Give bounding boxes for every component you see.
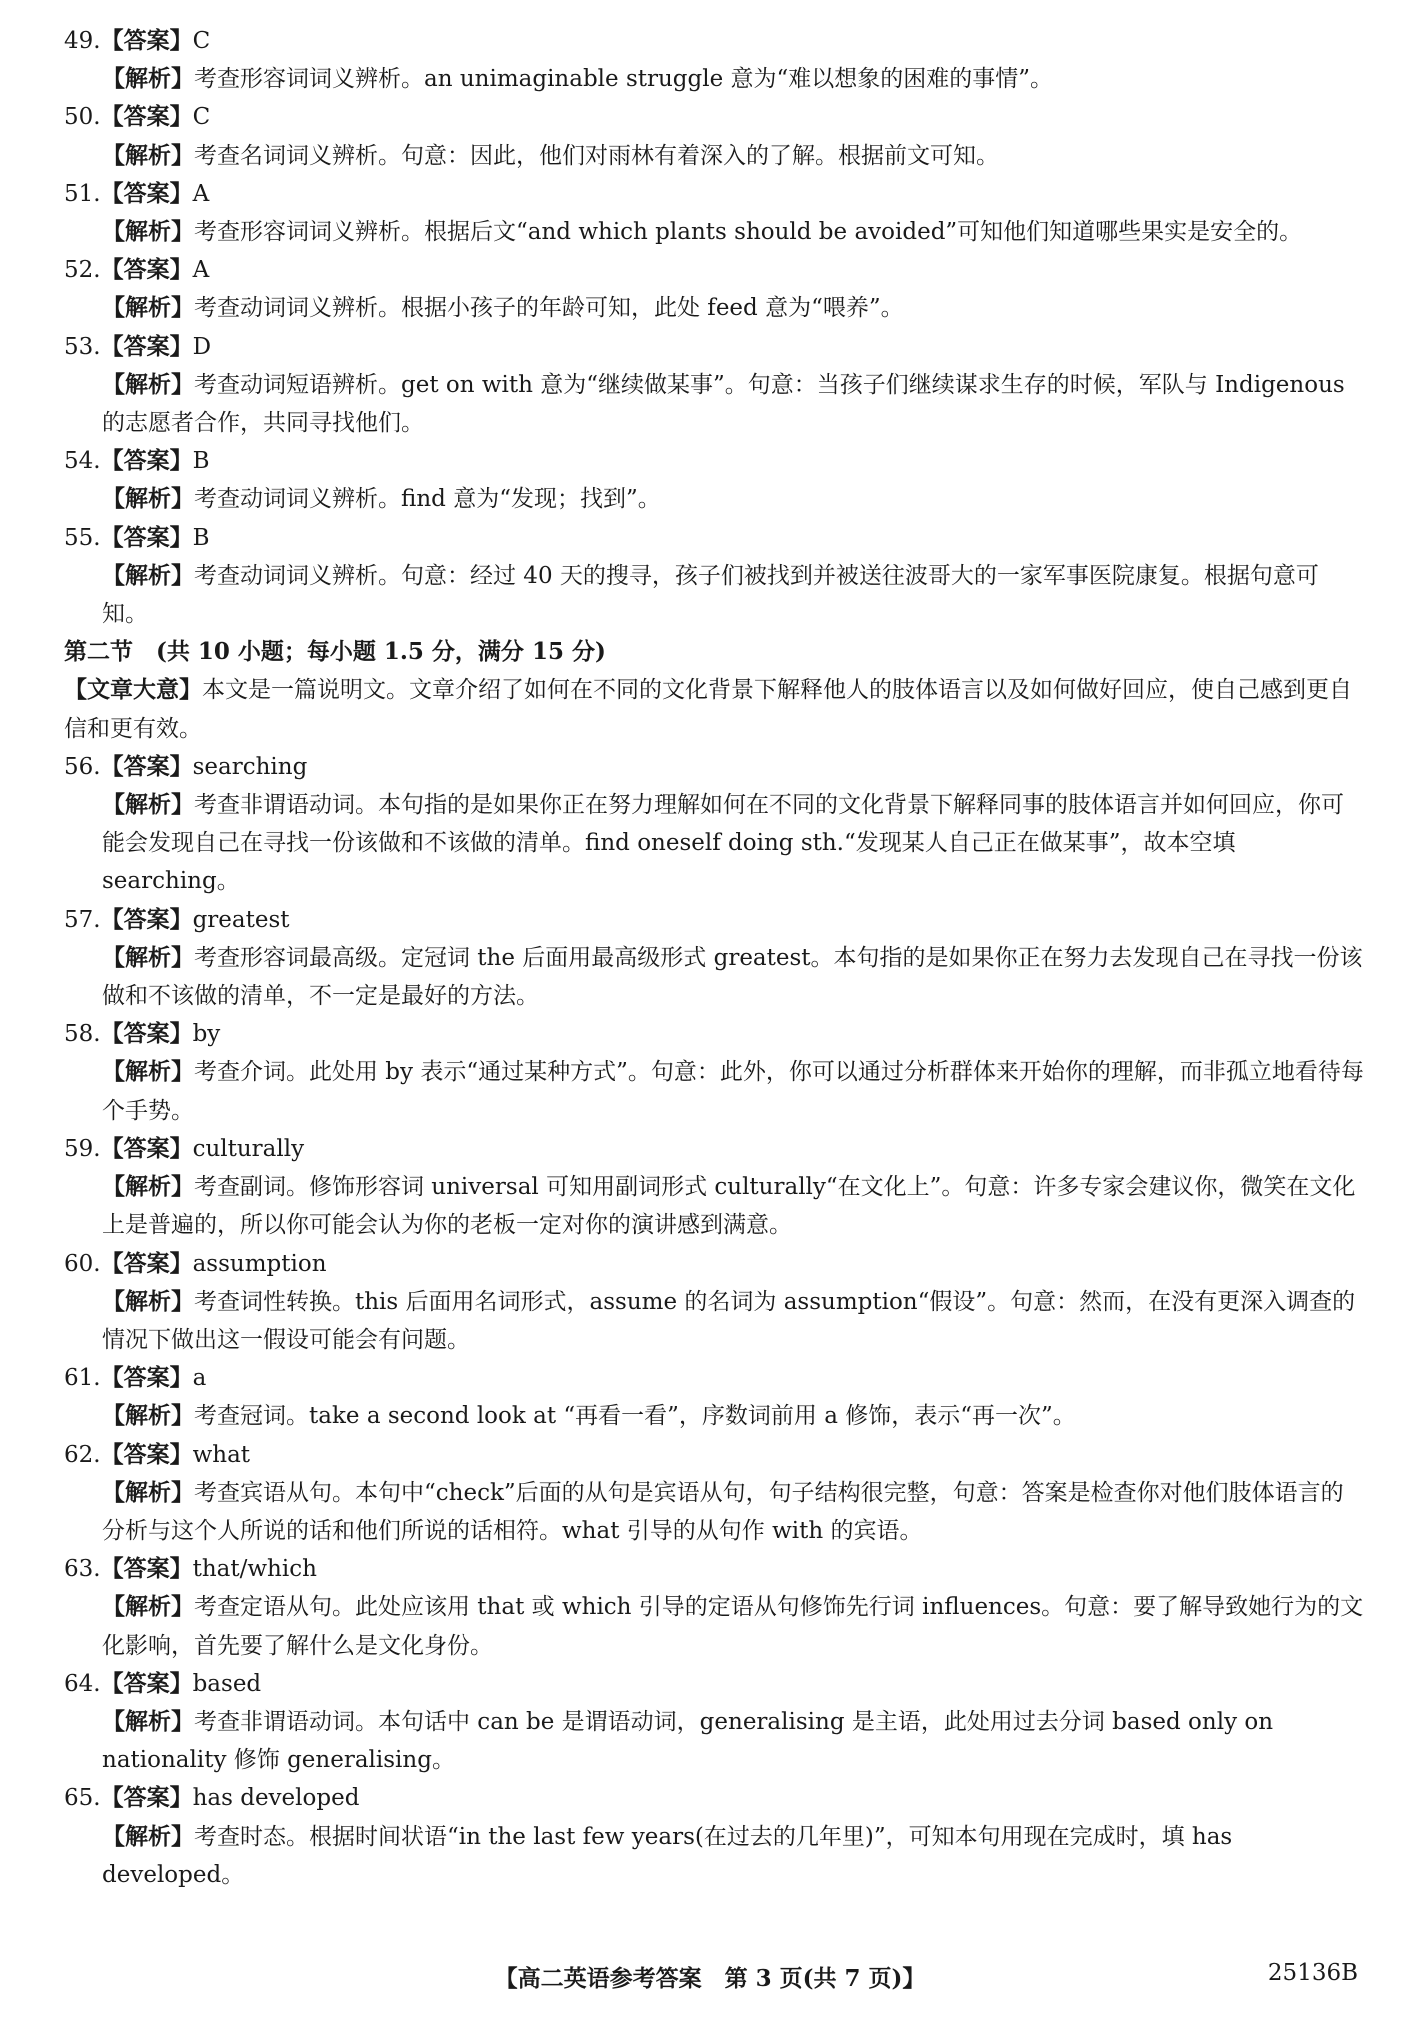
answer-tag: 【答案】	[100, 905, 193, 933]
question-number: 63.	[64, 1556, 101, 1583]
explanation-text: 考查动词词义辨析。find 意为“发现；找到”。	[194, 486, 661, 513]
explanation-text: 考查时态。根据时间状语“in the last few years(在过去的几年里)”，可知本句用现在完成时，填 has developed。	[102, 1823, 1233, 1888]
explanation-line	[64, 939, 1364, 1015]
answer-line	[64, 1779, 1364, 1817]
explanation-tag: 【解析】	[102, 791, 194, 819]
question-number: 65.	[64, 1785, 101, 1812]
answer-tag: 【答案】	[100, 1020, 193, 1048]
explanation-tag: 【解析】	[102, 561, 194, 589]
answer-tag: 【答案】	[100, 179, 193, 207]
explanation-tag: 【解析】	[102, 141, 194, 169]
question-number: 62.	[64, 1441, 101, 1468]
answer-line	[64, 1359, 1364, 1397]
answer-tag: 【答案】	[100, 1364, 193, 1392]
answer-line	[64, 251, 1364, 289]
explanation-tag: 【解析】	[102, 485, 194, 513]
question-number: 55.	[64, 524, 101, 551]
question-number: 52.	[64, 257, 101, 284]
explanation-tag: 【解析】	[102, 294, 194, 322]
answer-tag: 【答案】	[100, 1555, 193, 1583]
answer-item	[64, 1665, 1364, 1780]
explanation-text: 考查动词词义辨析。句意：经过 40 天的搜寻，孩子们被找到并被送往波哥大的一家军事医院康复。根据句意可知。	[102, 562, 1319, 628]
answer-item	[64, 442, 1364, 518]
answer-value: by	[192, 1021, 221, 1048]
explanation-line	[64, 1474, 1364, 1550]
explanation-text: 考查介词。此处用 by 表示“通过某种方式”。句意：此外，你可以通过分析群体来开始你的理解，而非孤立地看待每个手势。	[102, 1059, 1364, 1124]
answer-tag: 【答案】	[100, 1249, 193, 1277]
question-number: 50.	[64, 104, 101, 131]
answer-item	[64, 901, 1364, 1016]
page-footer	[0, 1960, 1420, 2000]
explanation-line	[64, 1168, 1364, 1244]
answer-line	[64, 328, 1364, 366]
answer-value: that/which	[192, 1556, 317, 1583]
footer-code: 25136B	[1267, 1960, 1358, 1986]
answer-item	[64, 1359, 1364, 1435]
question-number: 53.	[64, 333, 101, 360]
explanation-tag: 【解析】	[102, 1822, 194, 1850]
explanation-text: 考查词性转换。this 后面用名词形式，assume 的名词为 assumption“假设”。句意：然而，在没有更深入调查的情况下做出这一假设可能会有问题。	[102, 1288, 1356, 1353]
answer-value: a	[192, 1365, 207, 1392]
answer-item	[64, 519, 1364, 634]
question-number: 51.	[64, 180, 101, 207]
answer-tag: 【答案】	[100, 752, 193, 780]
explanation-text: 考查名词词义辨析。句意：因此，他们对雨林有着深入的了解。根据前文可知。	[194, 142, 999, 169]
explanation-tag: 【解析】	[102, 218, 194, 246]
answer-item	[64, 328, 1364, 443]
answer-tag: 【答案】	[100, 523, 193, 551]
answer-value: searching	[192, 753, 308, 780]
question-number: 58.	[64, 1021, 101, 1048]
answer-line	[64, 1015, 1364, 1053]
answer-tag: 【答案】	[100, 447, 193, 475]
answer-value: culturally	[192, 1135, 305, 1162]
explanation-line	[64, 289, 1364, 327]
answer-item	[64, 1436, 1364, 1551]
answer-tag: 【答案】	[100, 332, 193, 360]
explanation-tag: 【解析】	[102, 1058, 194, 1086]
answer-value: A	[192, 257, 210, 284]
footer-title: 【高二英语参考答案 第 3 页(共 7 页)】	[494, 1965, 926, 1992]
explanation-line	[64, 60, 1364, 98]
explanation-line	[64, 1053, 1364, 1129]
explanation-line	[64, 1588, 1364, 1664]
answer-tag: 【答案】	[100, 103, 193, 131]
answer-key-content	[64, 22, 1364, 1894]
explanation-line	[64, 366, 1364, 442]
explanation-tag: 【解析】	[102, 1402, 194, 1430]
answer-item	[64, 1550, 1364, 1665]
question-number: 54.	[64, 448, 101, 475]
explanation-line	[64, 1283, 1364, 1359]
answer-line	[64, 98, 1364, 136]
answer-tag: 【答案】	[100, 1784, 193, 1812]
explanation-tag: 【解析】	[102, 1287, 194, 1315]
answer-value: based	[192, 1670, 262, 1697]
answer-line	[64, 175, 1364, 213]
explanation-tag: 【解析】	[102, 1173, 194, 1201]
answer-tag: 【答案】	[100, 1669, 193, 1697]
explanation-tag: 【解析】	[102, 1707, 194, 1735]
explanation-text: 考查动词词义辨析。根据小孩子的年龄可知，此处 feed 意为“喂养”。	[194, 295, 904, 322]
explanation-text: 考查非谓语动词。本句话中 can be 是谓语动词，generalising 是主语，此处用过去分词 based only on nationality 修饰 generalising。	[102, 1708, 1274, 1774]
answer-value: assumption	[192, 1250, 327, 1277]
answer-item	[64, 1779, 1364, 1894]
answer-item	[64, 175, 1364, 251]
explanation-text: 考查非谓语动词。本句指的是如果你正在努力理解如何在不同的文化背景下解释同事的肢体语言并如何回应，你可能会发现自己在寻找一份该做和不该做的清单。find oneself doing sth.“发现某人自己正在做某事”，故本空填 searching。	[102, 792, 1344, 895]
explanation-text: 考查冠词。take a second look at “再看一看”，序数词前用 a 修饰，表示“再一次”。	[194, 1403, 1076, 1430]
answer-tag: 【答案】	[100, 256, 193, 284]
question-number: 49.	[64, 28, 101, 54]
answer-item	[64, 748, 1364, 901]
explanation-line	[64, 1703, 1364, 1779]
question-number: 59.	[64, 1135, 101, 1162]
answer-value: C	[192, 28, 211, 54]
explanation-line	[64, 213, 1364, 251]
answer-list-part1	[64, 22, 1364, 633]
question-number: 57.	[64, 906, 101, 933]
answer-line	[64, 1130, 1364, 1168]
explanation-text: 考查定语从句。此处应该用 that 或 which 引导的定语从句修饰先行词 influences。句意：要了解导致她行为的文化影响，首先要了解什么是文化身份。	[102, 1594, 1364, 1659]
question-number: 56.	[64, 753, 101, 780]
section-heading: 第二节 (共 10 小题；每小题 1.5 分，满分 15 分)	[64, 638, 606, 666]
question-number: 61.	[64, 1365, 101, 1392]
answer-item	[64, 251, 1364, 327]
answer-value: C	[192, 104, 211, 131]
answer-line	[64, 22, 1364, 60]
explanation-text: 考查形容词词义辨析。an unimaginable struggle 意为“难以想象的困难的事情”。	[194, 66, 1054, 93]
answer-line	[64, 748, 1364, 786]
answer-list-part2	[64, 748, 1364, 1894]
explanation-line	[64, 557, 1364, 633]
answer-line	[64, 1665, 1364, 1703]
answer-line	[64, 901, 1364, 939]
explanation-text: 考查动词短语辨析。get on with 意为“继续做某事”。句意：当孩子们继续谋求生存的时候，军队与 Indigenous 的志愿者合作，共同寻找他们。	[102, 371, 1345, 437]
answer-tag: 【答案】	[100, 1134, 193, 1162]
question-number: 64.	[64, 1670, 101, 1697]
explanation-text: 考查形容词词义辨析。根据后文“and which plants should be avoided”可知他们知道哪些果实是安全的。	[194, 219, 1303, 246]
answer-tag: 【答案】	[100, 1440, 193, 1468]
explanation-text: 考查宾语从句。本句中“check”后面的从句是宾语从句，句子结构很完整，句意：答案是检查你对他们肢体语言的分析与这个人所说的话和他们所说的话相符。what 引导的从句作 with 的宾语。	[102, 1479, 1344, 1544]
answer-value: B	[192, 524, 210, 551]
answer-item	[64, 1245, 1364, 1360]
answer-item	[64, 1015, 1364, 1130]
explanation-text: 考查副词。修饰形容词 universal 可知用副词形式 culturally“在文化上”。句意：许多专家会建议你，微笑在文化上是普遍的，所以你可能会认为你的老板一定对你的演讲感到满意。	[102, 1174, 1356, 1239]
explanation-tag: 【解析】	[102, 1593, 194, 1621]
explanation-line	[64, 1818, 1364, 1894]
explanation-tag: 【解析】	[102, 370, 194, 398]
answer-value: has developed	[192, 1785, 360, 1812]
answer-line	[64, 1436, 1364, 1474]
explanation-line	[64, 480, 1364, 518]
explanation-tag: 【解析】	[102, 943, 194, 971]
explanation-line	[64, 1397, 1364, 1435]
answer-item	[64, 98, 1364, 174]
answer-line	[64, 442, 1364, 480]
explanation-text: 考查形容词最高级。定冠词 the 后面用最高级形式 greatest。本句指的是如果你正在努力去发现自己在寻找一份该做和不该做的清单，不一定是最好的方法。	[102, 944, 1363, 1010]
answer-value: what	[192, 1441, 251, 1468]
answer-line	[64, 1245, 1364, 1283]
summary-tag: 【文章大意】	[64, 676, 202, 704]
summary-text: 本文是一篇说明文。文章介绍了如何在不同的文化背景下解释他人的肢体语言以及如何做好回应，使自己感到更自信和更有效。	[64, 677, 1352, 742]
answer-line	[64, 1550, 1364, 1588]
answer-item	[64, 1130, 1364, 1245]
explanation-line	[64, 786, 1364, 901]
answer-value: A	[192, 180, 210, 207]
answer-value: greatest	[192, 906, 290, 933]
answer-line	[64, 519, 1364, 557]
question-number: 60.	[64, 1250, 101, 1277]
answer-tag: 【答案】	[100, 27, 193, 54]
explanation-line	[64, 137, 1364, 175]
explanation-tag: 【解析】	[102, 65, 194, 93]
answer-item	[64, 22, 1364, 98]
answer-value: D	[192, 333, 212, 360]
answer-value: B	[192, 448, 210, 475]
article-summary	[64, 671, 1364, 747]
explanation-tag: 【解析】	[102, 1478, 194, 1506]
